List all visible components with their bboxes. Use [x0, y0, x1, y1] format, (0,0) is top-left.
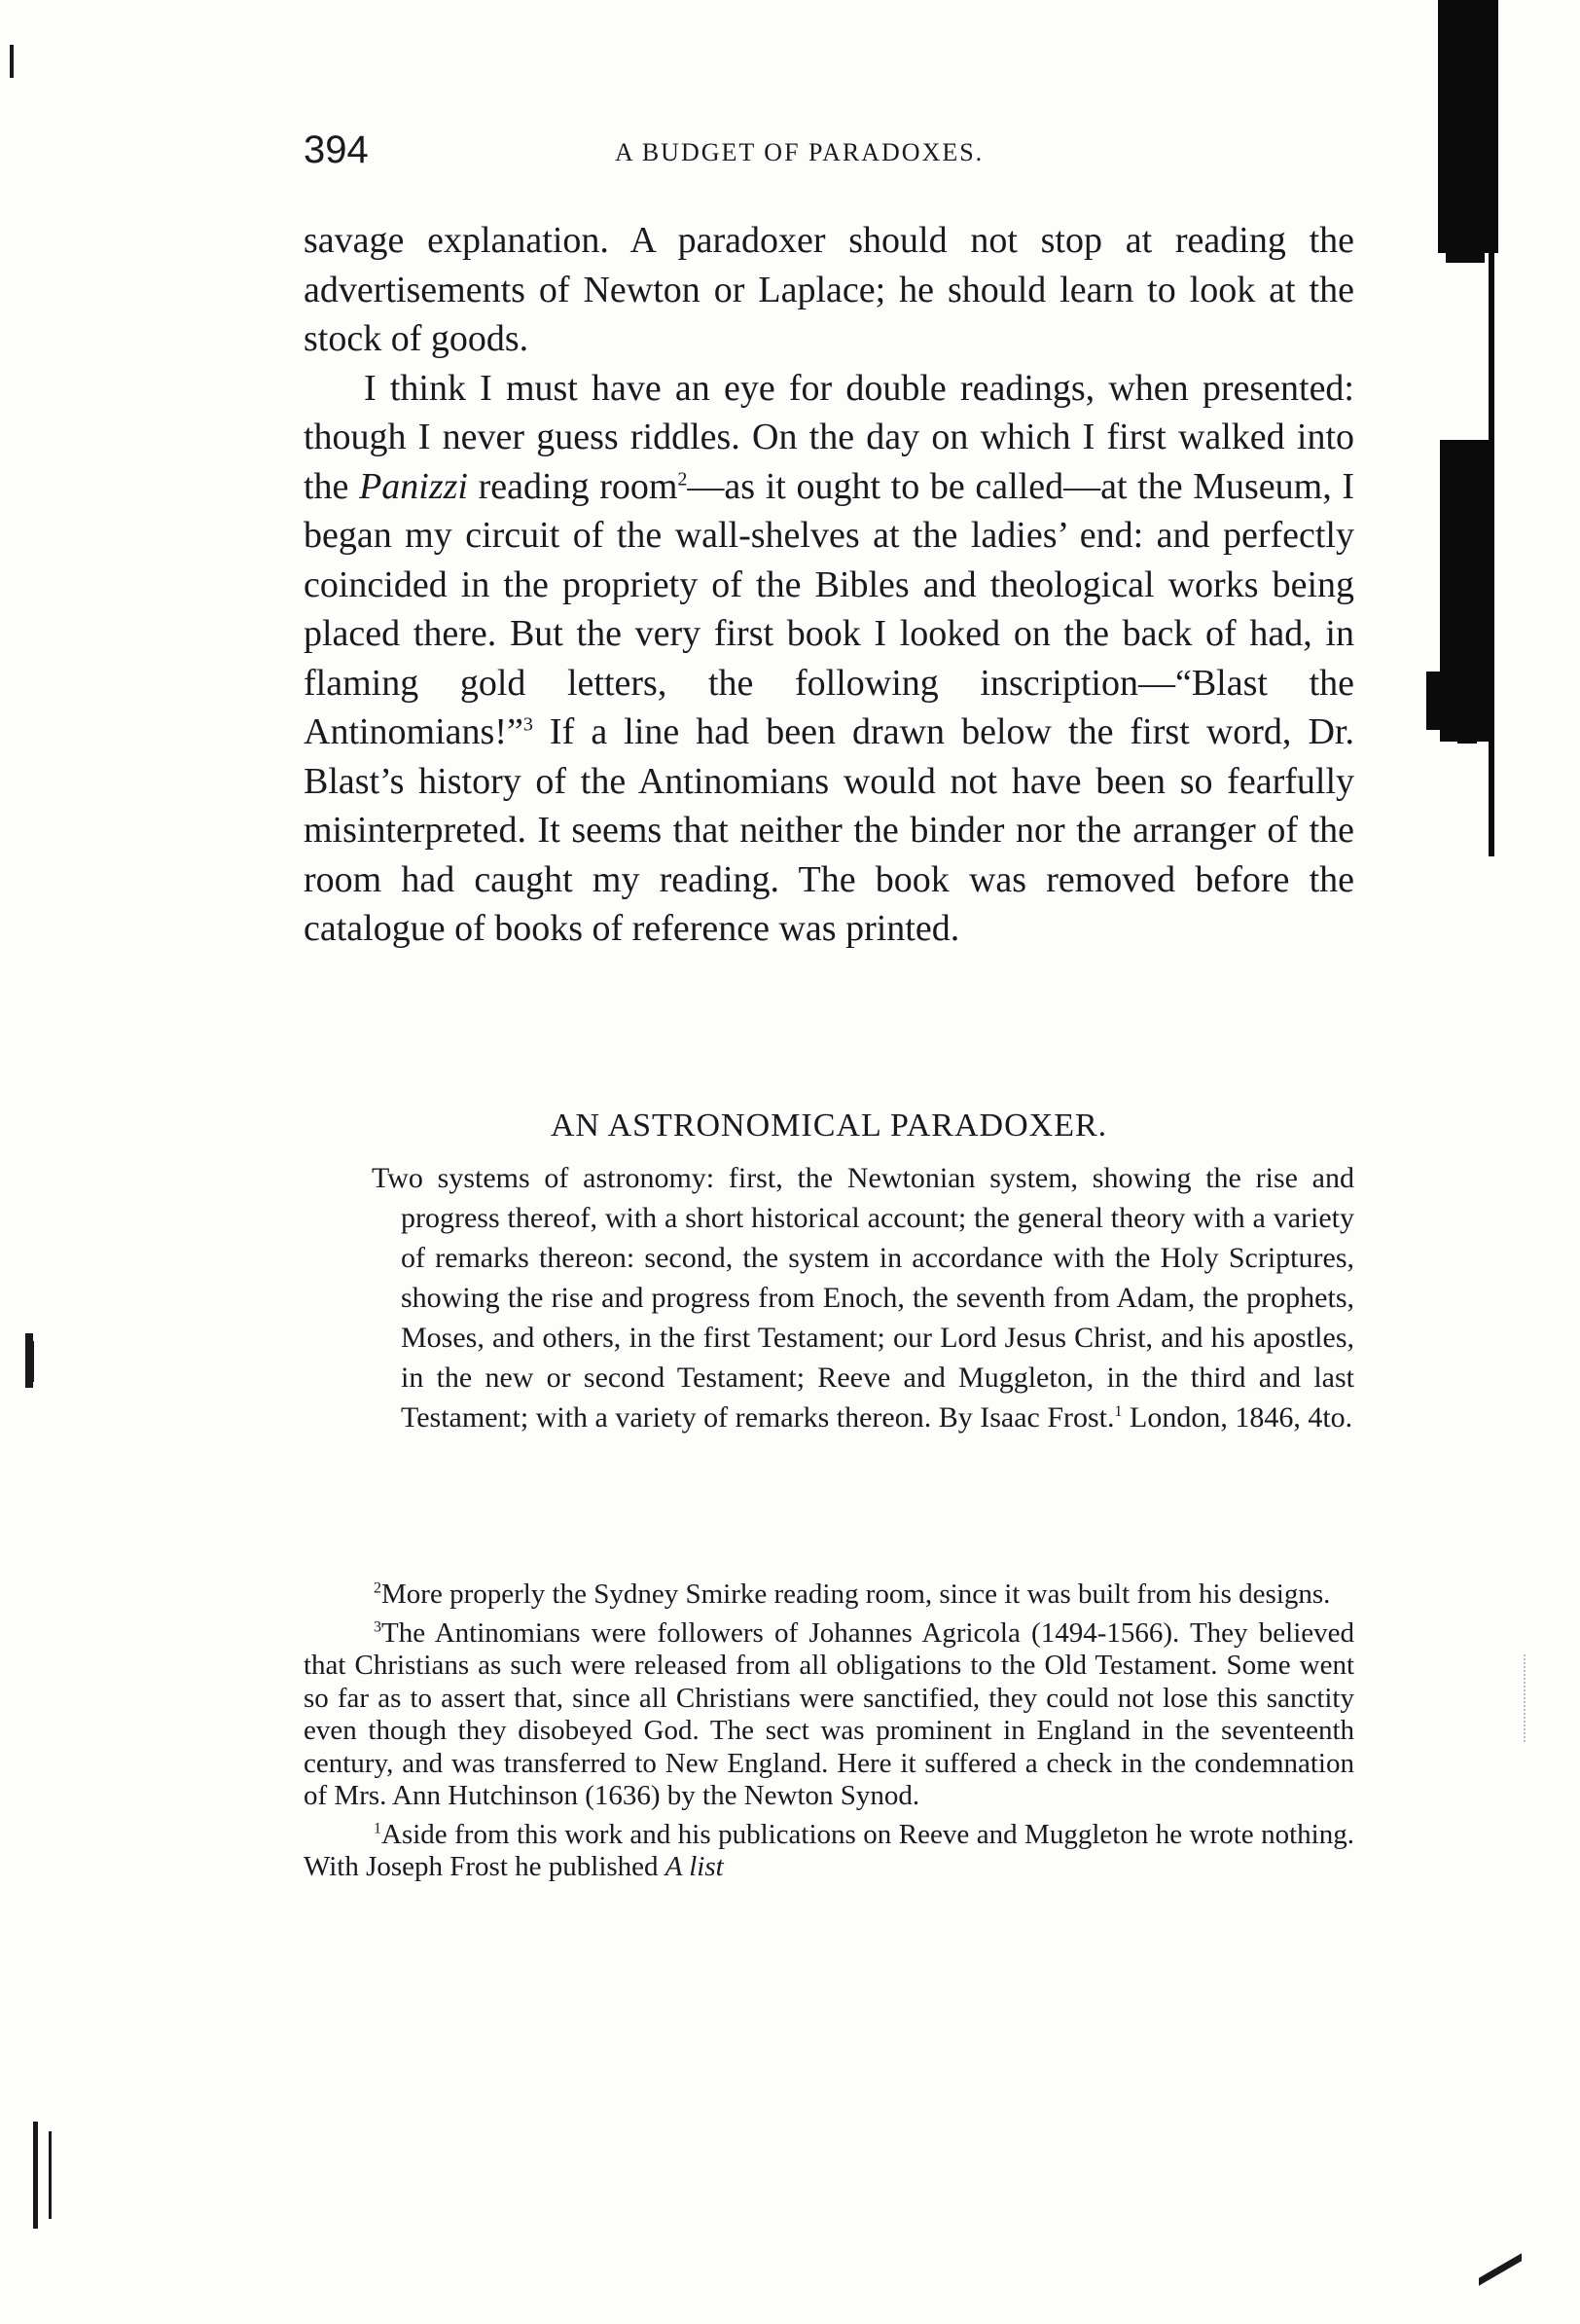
paragraph-2-text-a: I think I must have an eye for double readings, when presented: though I never guess riddles. On the day on which I first walked into the [304, 367, 1354, 507]
scan-mark [31, 1341, 34, 1382]
footnote-1-mark: 1 [374, 1819, 381, 1836]
scan-edge-shadow [1446, 234, 1485, 263]
footnote-2-text: More properly the Sydney Smirke reading room, since it was built from his designs. [381, 1579, 1331, 1610]
footnotes [304, 1579, 1354, 1890]
scan-mark [49, 2131, 52, 2219]
panizzi-italic: Panizzi [359, 465, 468, 507]
bibliographic-entry [372, 1158, 1354, 1437]
paragraph-1: savage explanation. A paradoxer should not stop at reading the advertisements of Newton or Laplace; he should learn to look at the stock of goods. [304, 220, 1354, 359]
paragraph-2 [304, 364, 1354, 954]
paragraph-2-text-c: —as it ought to be called—at the Museum, I began my circuit of the wall-shelves at the ladies’ end: and perfectly coincided in the propriety of the Bibles and theological works being placed there. But the very first book I looked on the back of had, in flaming gold letters, the following inscription—“Blast the Antinomians!” [304, 465, 1355, 752]
paragraph-2-text-d: If a line had been drawn below the first word, Dr. Blast’s history of the Antinomians would not have been so fearfully misinterpreted. It seems that neither the binder nor the arranger of the room had caught my reading. The book was removed before the catalogue of books of reference was printed. [304, 711, 1354, 949]
scan-edge-shadow [1426, 672, 1455, 730]
footnote-ref-3: 3 [522, 713, 533, 736]
scan-mark [33, 2122, 38, 2229]
section-heading: AN ASTRONOMICAL PARADOXER. [550, 1108, 1108, 1144]
scan-dots [1524, 1654, 1527, 1742]
running-head: A BUDGET OF PARADOXES. [615, 138, 985, 166]
footnote-1-italic: A list [664, 1851, 724, 1882]
footnote-3 [304, 1617, 1354, 1813]
footnote-1 [304, 1819, 1354, 1884]
scan-mark [10, 45, 14, 78]
entry-text-b: London, 1846, 4to. [1122, 1401, 1353, 1434]
entry-paragraph [372, 1158, 1354, 1437]
footnote-2 [304, 1579, 1354, 1612]
footnote-1-text: Aside from this work and his publications on Reeve and Muggleton he wrote nothing. With Joseph Frost he published [304, 1818, 1354, 1882]
scan-edge-shadow [1457, 720, 1477, 744]
footnote-2-mark: 2 [374, 1580, 381, 1597]
entry-text-a: Two systems of astronomy: first, the Newtonian system, showing the rise and progress thereof, with a short historical account; the general theory with a variety of remarks thereon: second, the system in accordance with the Holy Scriptures, showing the rise and progress from Enoch, the seventh from Adam, the prophets, Moses, and others, in the first Testament; our Lord Jesus Christ, and his apostles, in the new or second Testament; Reeve and Muggleton, in the third and last Testament; with a variety of remarks thereon. By Isaac Frost. [372, 1162, 1354, 1434]
footnote-3-text: The Antinomians were followers of Johannes Agricola (1494-1566). They believed that Christians as such were released from all obligations to the Old Testament. Some went so far as to assert that, since all Christians were sanctified, they could not lose this sanctity even though they disobeyed God. The sect was prominent in England in the seventeenth century, and was transferred to New England. Here it suffered a check in the condemnation of Mrs. Ann Hutchinson (1636) by the Newton Synod. [304, 1616, 1354, 1811]
page-number: 394 [304, 128, 369, 171]
paragraph-2-text-b: reading room [467, 465, 678, 507]
footnote-3-mark: 3 [374, 1617, 381, 1635]
footnote-ref-2: 2 [677, 467, 688, 490]
footnote-ref-1: 1 [1114, 1403, 1123, 1420]
scan-mark [1479, 2253, 1522, 2285]
body-text [304, 216, 1354, 954]
